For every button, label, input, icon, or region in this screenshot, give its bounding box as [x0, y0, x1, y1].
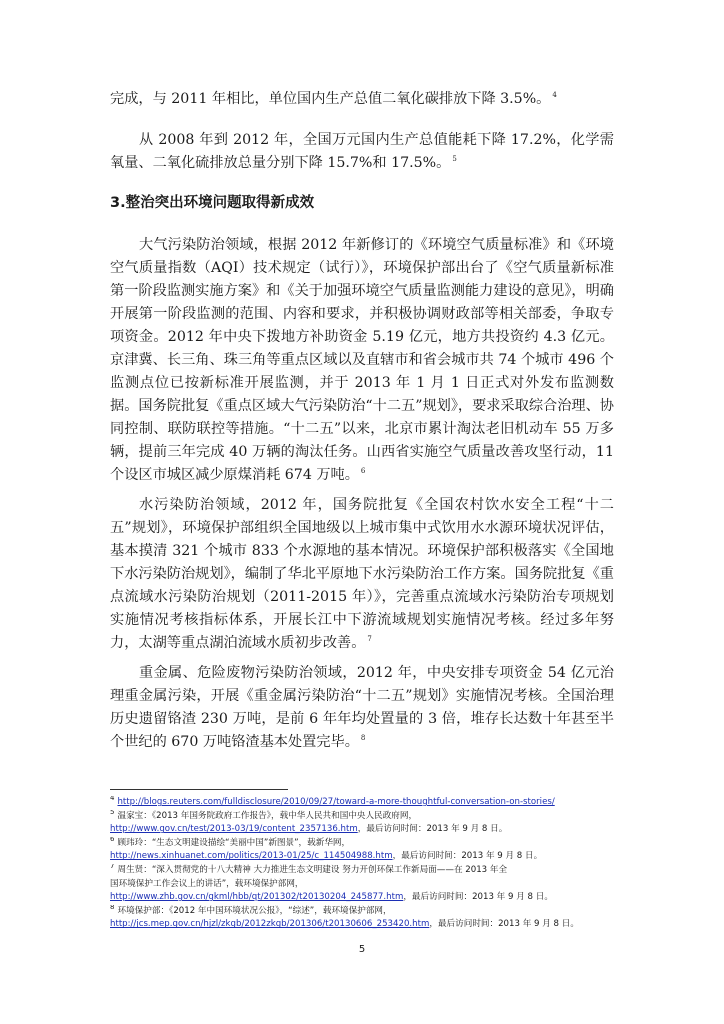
paragraph-5 — [110, 662, 614, 754]
footnote-8 — [110, 905, 620, 919]
footnote-7-cont — [110, 878, 620, 892]
footnote-suffix: ，最后访问时间：2013 年 9 月 8 日。 — [357, 824, 508, 835]
paragraph-3 — [110, 234, 614, 487]
footnote-number: 8 — [110, 904, 115, 911]
footnote-ref-8: 8 — [360, 734, 366, 743]
footnote-number: 6 — [110, 836, 115, 843]
footnote-number: 5 — [110, 809, 115, 816]
footnote-7 — [110, 864, 620, 878]
footnotes — [110, 796, 620, 932]
section-heading: 3.整治突出环境问题取得新成效 — [110, 195, 315, 211]
page-number: 5 — [358, 944, 366, 955]
footnote-link[interactable]: http://blogs.reuters.com/fulldisclosure/2010/09/27/toward-a-more-thoughtful-conversation-on-stories/ — [117, 797, 555, 807]
footnote-ref-7: 7 — [367, 635, 372, 644]
paragraph-text: 水污染防治领域，2012 年，国务院批复《全国农村饮水安全工程“十二五”规划》，环境保护部组织全国地级以上城市集中式饮用水水源环境状况评估，基本摸清 321 个城市 833 个水源地的基本情况。环境保护部积极落实《全国地下水污染防治规划》，编制了华北平原地下水污染防治工作方案。国务院批复《重点流域水污染防治规划（2011-2015 年）》，完善重点流域水污染防治专项规划实施情况考核指标体系，开展长江中下游流域规划实施情况考核。经过多年努力，太湖等重点湖泊流域水质初步改善。 — [110, 497, 614, 651]
footnote-5-cont — [110, 823, 620, 837]
paragraph-2 — [110, 129, 614, 175]
paragraph-text: 大气污染防治领域，根据 2012 年新修订的《环境空气质量标准》和《环境空气质量指数（AQI）技术规定（试行）》，环境保护部出台了《空气质量新标准第一阶段监测实施方案》和《关于加强环境空气质量监测能力建设的意见》，明确开展第一阶段监测的范围、内容和要求，并积极协调财政部等相关部委，争取专项资金。2012 年中央下拨地方补助资金 5.19 亿元，地方共投资约 4.3 亿元。京津冀、长三角、珠三角等重点区域以及直辖市和省会城市共 74 个城市 496 个监测点位已按新标准开展监测，并于 2013 年 1 月 1 日正式对外发布监测数据。国务院批复《重点区域大气污染防治“十二五”规划》，要求采取综合治理、协同控制、联防联控等措施。“十二五”以来，北京市累计淘汰老旧机动车 55 万多辆，提前三年完成 40 万辆的淘汰任务。山西省实施空气质量改善攻坚行动，11 个设区市城区减少原煤消耗 674 万吨。 — [110, 237, 614, 483]
paragraph-4 — [110, 494, 614, 655]
paragraph-text: 重金属、危险废物污染防治领域，2012 年，中央安排专项资金 54 亿元治理重金属污染，开展《重金属污染防治“十二五”规划》实施情况考核。全国治理历史遗留铬渣 230 万吨，是前 6 年年均处置量的 3 倍，堆存长达数十年甚至半个世纪的 670 万吨铬渣基本处置完毕。 — [110, 665, 614, 750]
footnote-text: 温家宝：《2013 年国务院政府工作报告》，载中华人民共和国中央人民政府网， — [117, 810, 418, 821]
footnote-ref-4: 4 — [552, 91, 557, 100]
footnote-link[interactable]: http://www.gov.cn/test/2013-03/19/content_2357136.htm — [110, 824, 358, 835]
footnote-suffix: ，最后访问时间：2013 年 9 月 8 日。 — [429, 919, 579, 930]
footnote-text: 周生贤：“深入贯彻党的十八大精神 大力推进生态文明建设 努力开创环保工作新局面——在 2013 年全 — [117, 864, 508, 875]
footnote-7-link-line — [110, 891, 620, 905]
footnote-5 — [110, 810, 620, 824]
footnote-link[interactable]: http://www.zhb.gov.cn/gkml/hbb/qt/201302/t20130204_245877.htm — [110, 892, 404, 903]
footnote-6 — [110, 837, 620, 851]
footnote-text: 环境保护部：《2012 年中国环境状况公报》，“综述”，载环境保护部网， — [117, 905, 392, 916]
footnote-4 — [110, 796, 620, 810]
footnote-suffix: ，最后访问时间：2013 年 9 月 8 日。 — [403, 892, 553, 903]
paragraph-1 — [110, 88, 614, 111]
footnote-number: 4 — [110, 796, 115, 803]
footnote-separator — [110, 789, 288, 790]
paragraph-text: 完成，与 2011 年相比，单位国内生产总值二氧化碳排放下降 3.5%。 — [110, 91, 551, 107]
footnote-text: 顾玮玲：“生态文明建设描绘“美丽中国”新图景”，载新华网， — [117, 837, 351, 848]
footnote-text-2: 国环境保护工作会议上的讲话”，载环境保护部网， — [110, 878, 304, 889]
paragraph-text: 从 2008 年到 2012 年，全国万元国内生产总值能耗下降 17.2%，化学需氧量、二氧化硫排放总量分别下降 15.7%和 17.5%。 — [110, 132, 614, 171]
footnote-link[interactable]: http://jcs.mep.gov.cn/hjzl/zkgb/2012zkgb/201306/t20130606_253420.htm — [110, 919, 430, 930]
footnote-suffix: ，最后访问时间：2013 年 9 月 8 日。 — [392, 851, 543, 862]
footnote-ref-6: 6 — [360, 467, 366, 476]
footnote-number: 7 — [110, 863, 115, 871]
footnote-link[interactable]: http://news.xinhuanet.com/politics/2013-01/25/c_114504988.htm — [110, 851, 393, 862]
footnote-6-cont — [110, 850, 620, 864]
footnote-ref-5: 5 — [452, 155, 457, 164]
footnote-8-cont — [110, 918, 620, 932]
